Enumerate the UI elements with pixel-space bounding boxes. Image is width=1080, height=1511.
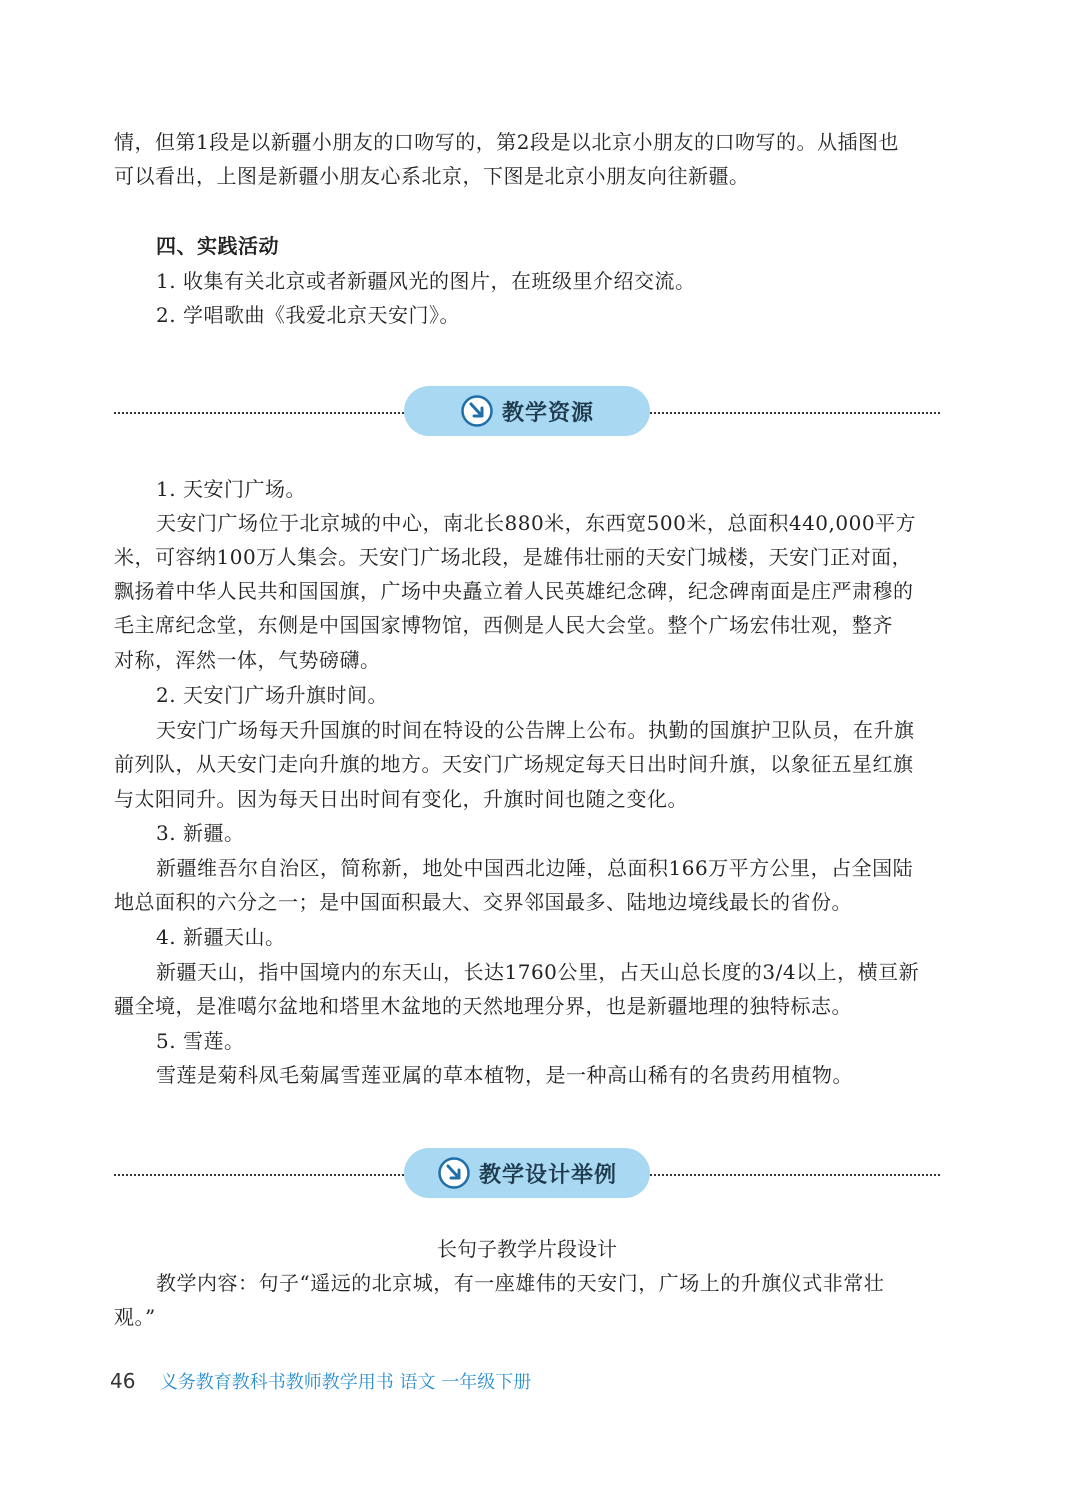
arrow-down-right-circle-icon [437, 1156, 471, 1190]
resource-item-heading: 5. 雪莲。 [156, 1029, 245, 1053]
resources-section-banner [114, 386, 940, 440]
resource-paragraph-line: 对称，浑然一体，气势磅礴。 [114, 648, 381, 672]
resource-paragraph-line: 雪莲是菊科凤毛菊属雪莲亚属的草本植物，是一种高山稀有的名贵药用植物。 [156, 1063, 853, 1087]
intro-line-2: 可以看出，上图是新疆小朋友心系北京，下图是北京小朋友向往新疆。 [114, 164, 750, 188]
page-footer [110, 1364, 531, 1398]
resource-paragraph-line: 新疆维吾尔自治区，简称新，地处中国西北边陲，总面积166万平方公里，占全国陆 [156, 856, 914, 880]
resource-paragraph-line: 与太阳同升。因为每天日出时间有变化，升旗时间也随之变化。 [114, 787, 688, 811]
resource-item-heading: 4. 新疆天山。 [156, 925, 286, 949]
page-number: 46 [110, 1369, 136, 1393]
design-title: 教学设计举例 [478, 1162, 617, 1188]
practice-item-1: 1. 收集有关北京或者新疆风光的图片，在班级里介绍交流。 [156, 269, 696, 293]
arrow-down-right-circle-icon [460, 394, 494, 428]
resources-title: 教学资源 [501, 400, 594, 426]
resources-title-pill [404, 386, 650, 436]
resource-paragraph-line: 前列队，从天安门走向升旗的地方。天安门广场规定每天日出时间升旗，以象征五星红旗 [114, 752, 914, 776]
resource-item-heading: 2. 天安门广场升旗时间。 [156, 683, 388, 707]
dotted-divider-right [650, 412, 940, 414]
dotted-divider-right [650, 1174, 940, 1176]
design-paragraph-line: 教学内容：句子“遥远的北京城，有一座雄伟的天安门，广场上的升旗仪式非常壮 [156, 1271, 885, 1295]
dotted-divider-left [114, 1174, 404, 1176]
book-title: 义务教育教科书教师教学用书 语文 一年级下册 [159, 1372, 532, 1393]
resource-paragraph-line: 天安门广场位于北京城的中心，南北长880米，东西宽500米，总面积440,000平方 [156, 511, 917, 535]
resource-paragraph-line: 天安门广场每天升国旗的时间在特设的公告牌上公布。执勤的国旗护卫队员，在升旗 [156, 718, 915, 742]
resource-paragraph-line: 米，可容纳100万人集会。天安门广场北段，是雄伟壮丽的天安门城楼，天安门正对面， [114, 545, 913, 569]
practice-heading: 四、实践活动 [156, 234, 279, 258]
resource-paragraph-line: 疆全境，是准噶尔盆地和塔里木盆地的天然地理分界，也是新疆地理的独特标志。 [114, 994, 852, 1018]
design-title-pill [404, 1148, 650, 1198]
dotted-divider-left [114, 412, 404, 414]
resource-paragraph-line: 地总面积的六分之一；是中国面积最大、交界邻国最多、陆地边境线最长的省份。 [114, 890, 852, 914]
resource-item-heading: 1. 天安门广场。 [156, 477, 306, 501]
design-section-banner [114, 1148, 940, 1202]
practice-item-2: 2. 学唱歌曲《我爱北京天安门》。 [156, 303, 460, 327]
design-paragraph-line: 观。” [114, 1305, 156, 1329]
resource-paragraph-line: 毛主席纪念堂，东侧是中国国家博物馆，西侧是人民大会堂。整个广场宏伟壮观，整齐 [114, 613, 893, 637]
design-subtitle: 长句子教学片段设计 [437, 1237, 617, 1261]
resource-paragraph-line: 飘扬着中华人民共和国国旗，广场中央矗立着人民英雄纪念碑，纪念碑南面是庄严肃穆的 [114, 579, 914, 603]
resource-paragraph-line: 新疆天山，指中国境内的东天山，长达1760公里，占天山总长度的3/4以上，横亘新 [156, 960, 920, 984]
intro-line-1: 情，但第1段是以新疆小朋友的口吻写的，第2段是以北京小朋友的口吻写的。从插图也 [114, 130, 899, 154]
resource-item-heading: 3. 新疆。 [156, 821, 245, 845]
